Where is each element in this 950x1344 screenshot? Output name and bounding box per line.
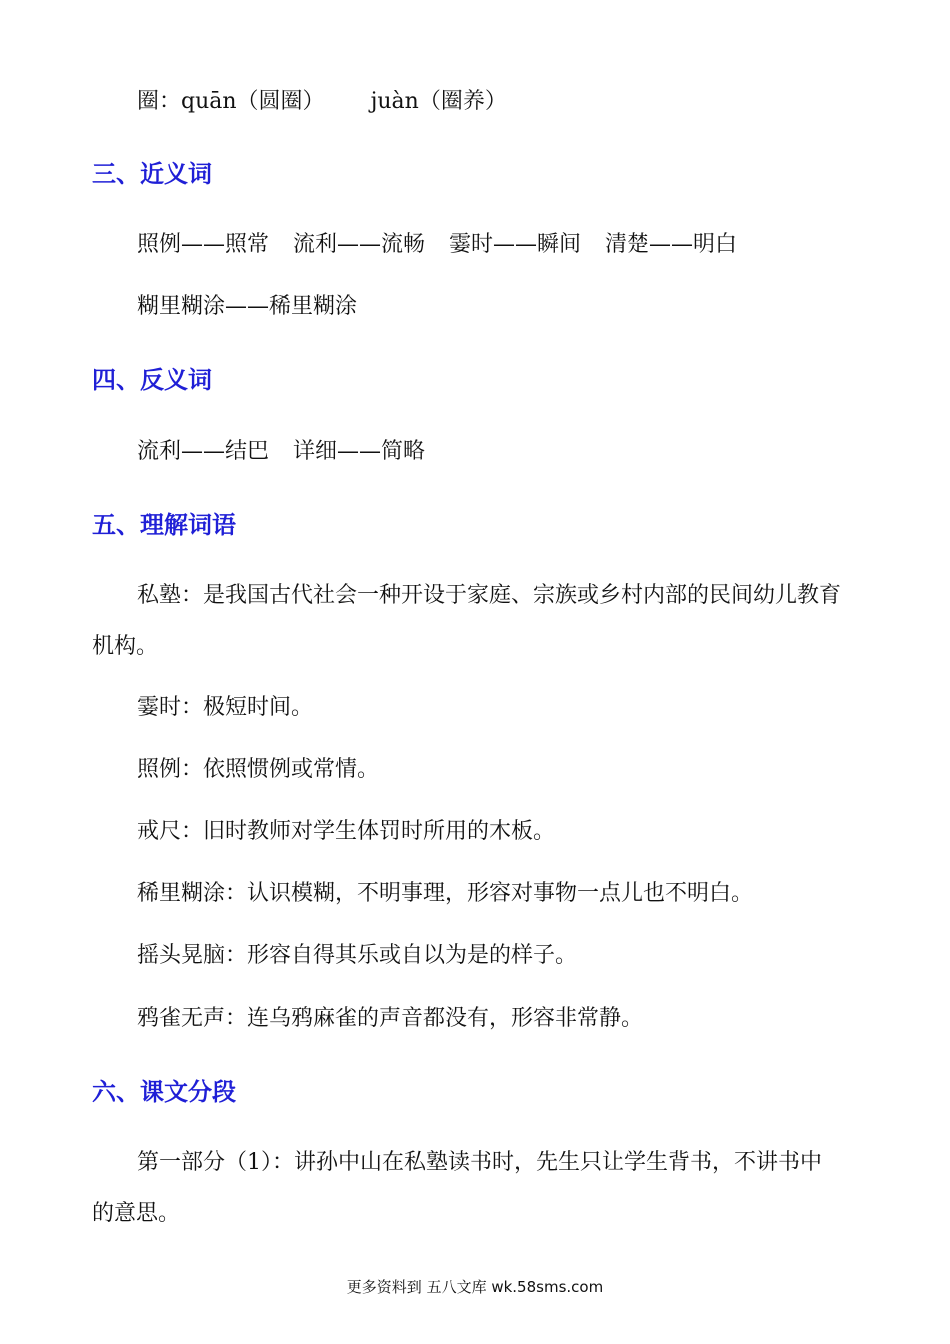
vocab-entry-shashi: 霎时：极短时间。: [137, 695, 314, 720]
vocab-entry-yaotouhuangnao: 摇头晃脑：形容自得其乐或自以为是的样子。: [137, 943, 578, 968]
vocab-entry-sishu: 私塾：是我国古代社会一种开设于家庭、宗族或乡村内部的民间幼儿教育: [137, 583, 842, 608]
section-heading-synonyms: 三、近义词: [92, 160, 212, 188]
segment-part-1-cont: 的意思。: [92, 1201, 181, 1226]
vocab-entry-xilihutu: 稀里糊涂：认识模糊，不明事理，形容对事物一点儿也不明白。: [137, 881, 754, 906]
section-heading-vocabulary: 五、理解词语: [92, 511, 236, 539]
synonym-pair: 霎时——瞬间: [449, 232, 582, 257]
synonym-pair: 流利——流畅: [293, 232, 426, 257]
polyphone-line: [137, 86, 858, 118]
vocab-entry-yaquewusheng: 鸦雀无声：连乌鸦麻雀的声音都没有，形容非常静。: [137, 1006, 644, 1031]
synonym-line-1: [137, 229, 858, 261]
footer-watermark: 更多资料到 五八文库 wk.58sms.com: [346, 1278, 604, 1296]
polyphone-char: 圈：: [137, 89, 182, 114]
vocab-entry-sishu-cont: 机构。: [92, 634, 159, 659]
vocab-entry-zhaoli: 照例：依照惯例或常情。: [137, 757, 380, 782]
antonym-pair: 详细——简略: [293, 439, 426, 464]
synonym-line-2: [137, 291, 858, 323]
polyphone-reading-2: juàn（圈养）: [370, 89, 507, 114]
section-heading-antonyms: 四、反义词: [92, 366, 212, 394]
antonym-line: [137, 436, 858, 468]
polyphone-reading-1: quān（圆圈）: [181, 89, 325, 114]
synonym-pair: 糊里糊涂——稀里糊涂: [137, 294, 358, 319]
synonym-pair: 清楚——明白: [605, 232, 738, 257]
segment-part-1: 第一部分（1）：讲孙中山在私塾读书时，先生只让学生背书，不讲书中: [137, 1150, 822, 1175]
antonym-pair: 流利——结巴: [137, 439, 270, 464]
vocab-entry-jiechi: 戒尺：旧时教师对学生体罚时所用的木板。: [137, 819, 556, 844]
section-heading-segments: 六、课文分段: [92, 1078, 236, 1106]
synonym-pair: 照例——照常: [137, 232, 270, 257]
